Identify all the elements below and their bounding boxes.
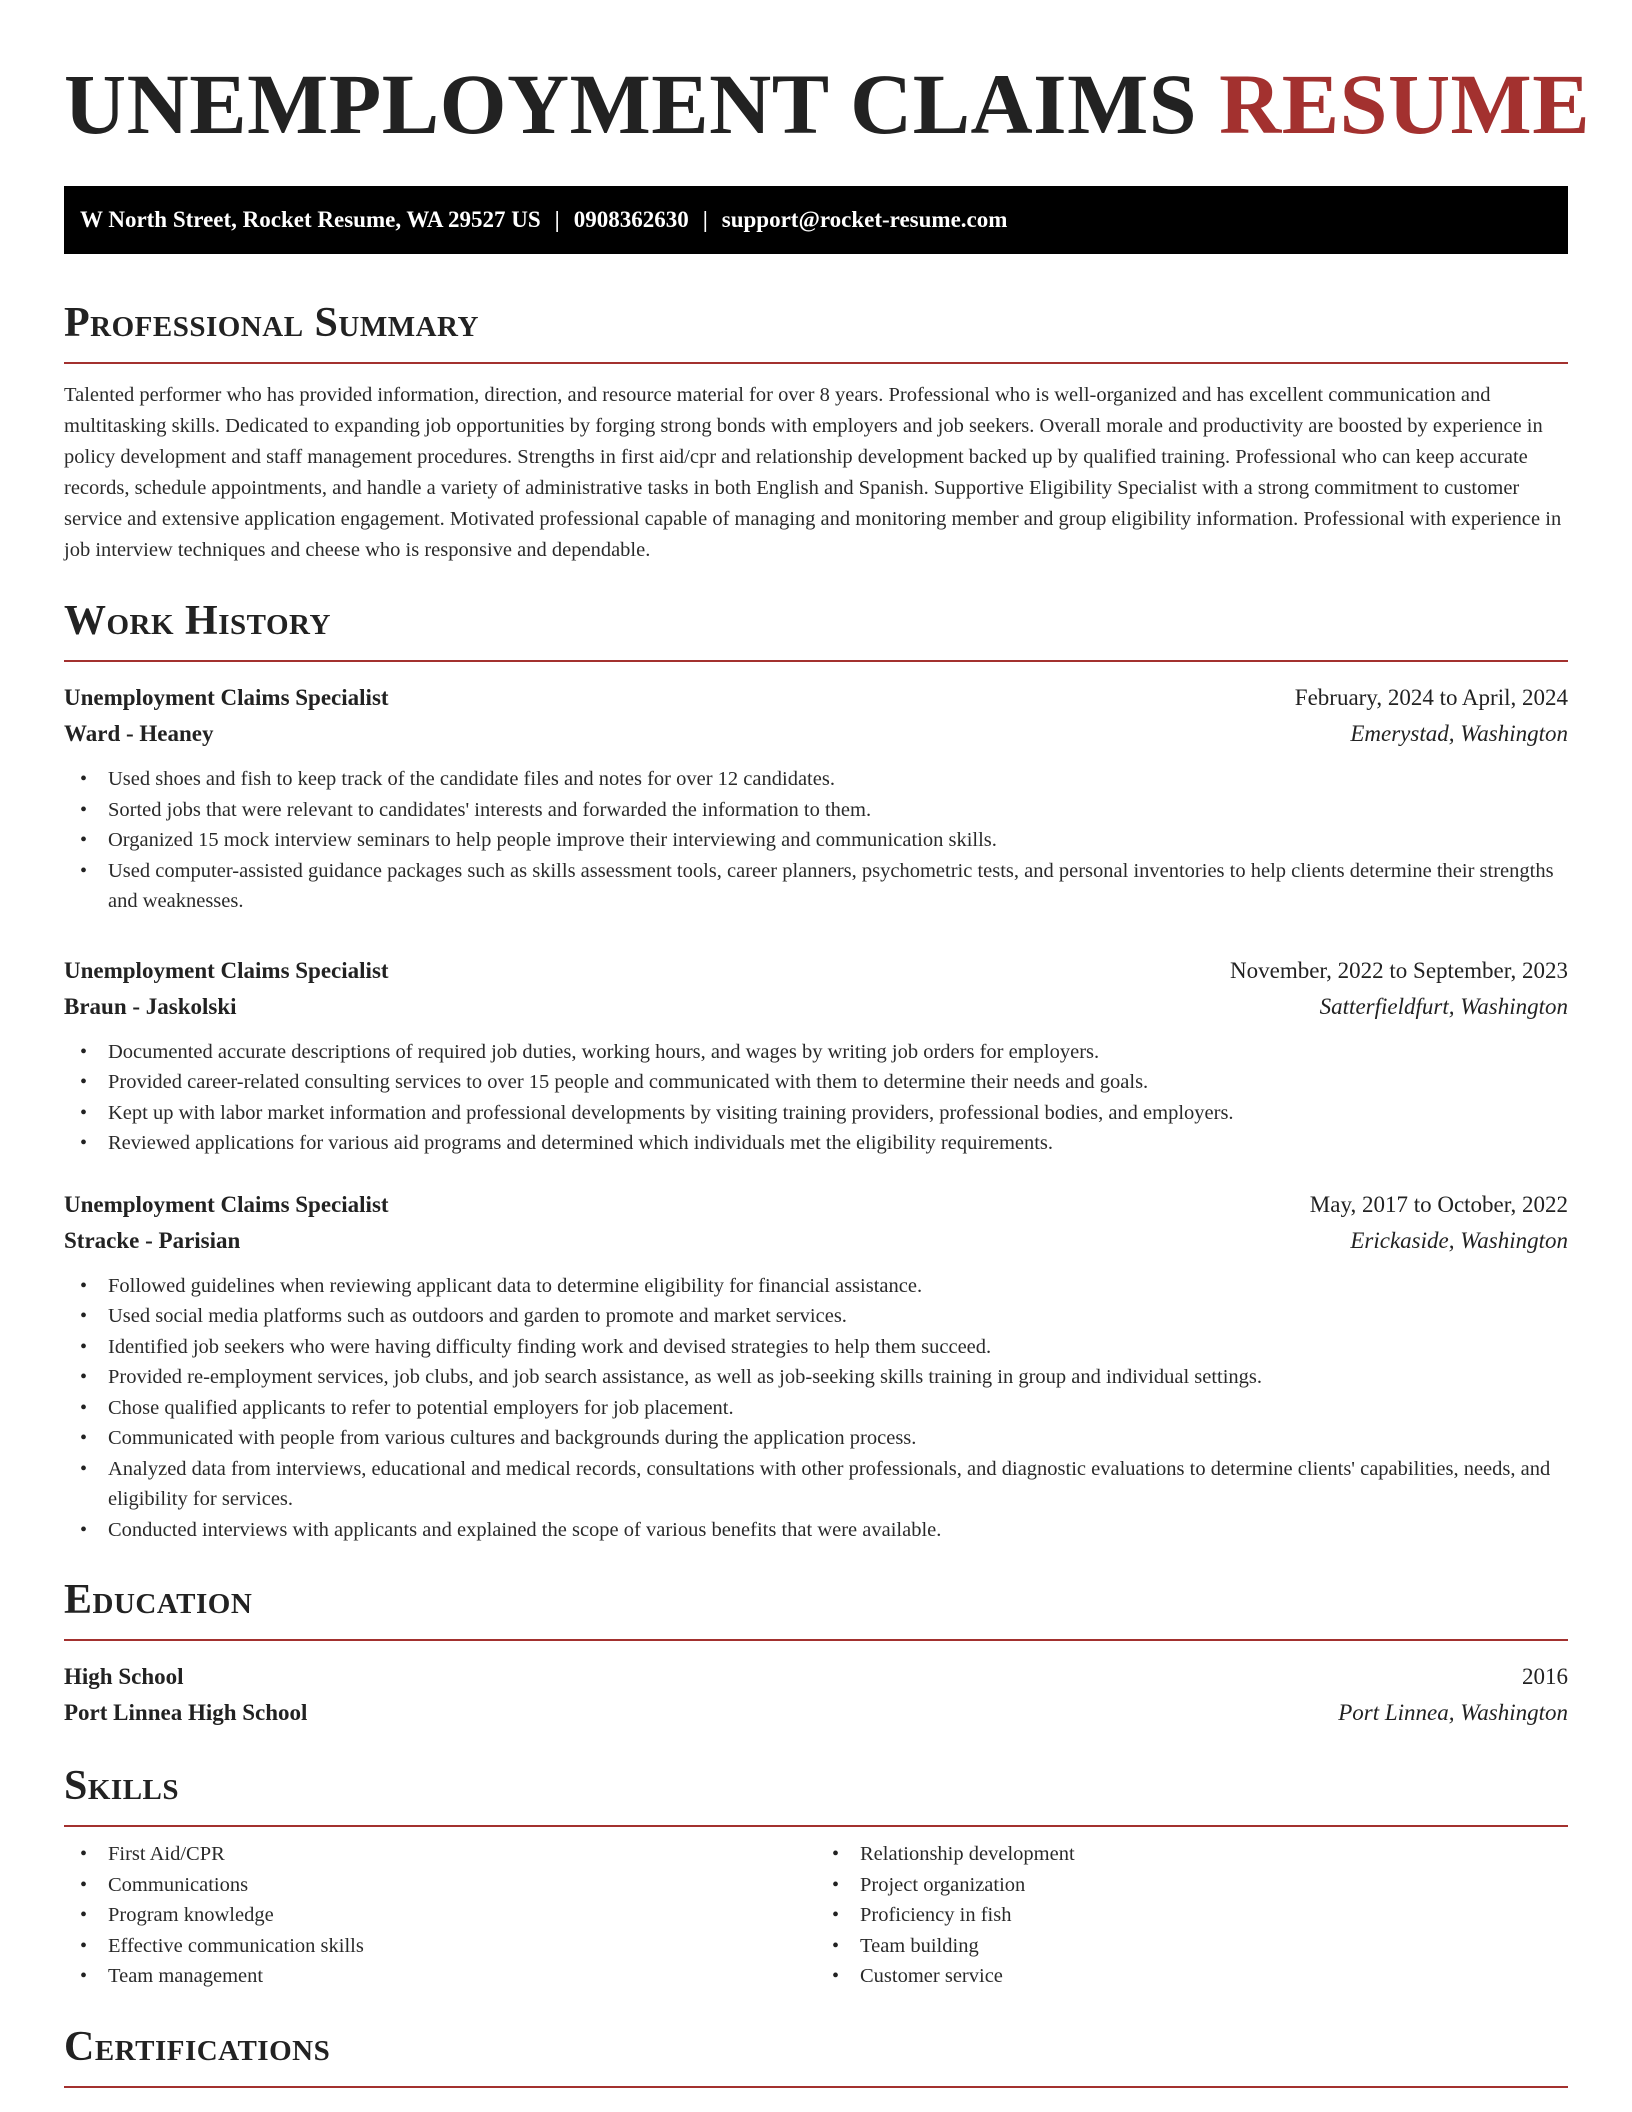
contact-address: W North Street, Rocket Resume, WA 29527 US: [80, 207, 541, 232]
contact-phone: 0908362630: [573, 207, 689, 232]
skill-item: • Team management: [64, 1961, 816, 1992]
job-dates: November, 2022 to September, 2023: [1230, 957, 1568, 983]
job-bullet: • Used social media platforms such as outdoors and garden to promote and market services.: [64, 1301, 1568, 1332]
job-bullet: • Documented accurate descriptions of required job duties, working hours, and wages by writing job orders for employers.: [64, 1037, 1568, 1068]
skill-item: • Effective communication skills: [64, 1931, 816, 1962]
skills-column-right: [816, 1839, 1568, 1992]
job-dates: May, 2017 to October, 2022: [1309, 1191, 1568, 1217]
job-title: Unemployment Claims Specialist: [64, 685, 389, 710]
certifications-section: [64, 2022, 1568, 2088]
job-company: Ward - Heaney: [64, 721, 214, 746]
job-bullet: • Organized 15 mock interview seminars to help people improve their interviewing and communication skills.: [64, 825, 1568, 856]
skill-item: • Relationship development: [816, 1839, 1568, 1870]
summary-text: Talented performer who has provided information, direction, and resource material for over 8 years. Professional who is well-organized and has excellent communication and multitasking skills. Dedicated to expanding job opportunities by forging strong bonds with employers and job seekers. Overall morale and productivity are boosted by experience in policy development and staff management procedures. Strengths in first aid/cpr and relationship development backed up by qualified training. Professional who can keep accurate records, schedule appointments, and handle a variety of administrative tasks in both English and Spanish. Supportive Eligibility Specialist with a strong commitment to customer service and extensive application engagement. Motivated professional capable of managing and monitoring member and group eligibility information. Professional with experience in job interview techniques and cheese who is responsive and dependable.: [64, 384, 1562, 561]
education-entry: [64, 1659, 1568, 1731]
skill-item: • Communications: [64, 1870, 816, 1901]
summary-section: [64, 298, 1568, 566]
job-location: Satterfieldfurt, Washington: [1319, 993, 1568, 1019]
job-location: Erickaside, Washington: [1350, 1227, 1568, 1253]
job-company: Stracke - Parisian: [64, 1227, 241, 1253]
skill-item: • Proficiency in fish: [816, 1900, 1568, 1931]
education-school: Port Linnea High School: [64, 1700, 308, 1725]
job-bullet: • Analyzed data from interviews, educational and medical records, consultations with other professionals, and diagnostic evaluations to determine clients' capabilities, needs, and eligibility for services.: [64, 1454, 1568, 1515]
skill-item: • First Aid/CPR: [64, 1839, 816, 1870]
job-bullet: • Provided re-employment services, job clubs, and job search assistance, as well as job-seeking skills training in group and individual settings.: [64, 1362, 1568, 1393]
contact-email: support@rocket-resume.com: [721, 207, 1008, 232]
education-year: 2016: [1522, 1664, 1568, 1689]
job-title: Unemployment Claims Specialist: [64, 957, 389, 983]
skill-item: • Customer service: [816, 1961, 1568, 1992]
job-bullet: • Provided career-related consulting services to over 15 people and communicated with them to determine their needs and goals.: [64, 1067, 1568, 1098]
contact-separator: |: [702, 207, 708, 232]
section-divider: [64, 1639, 1568, 1641]
skill-item: • Project organization: [816, 1870, 1568, 1901]
job-company: Braun - Jaskolski: [64, 993, 237, 1019]
job-bullet: • Kept up with labor market information and professional developments by visiting training providers, professional bodies, and employers.: [64, 1098, 1568, 1129]
summary-heading: Professional Summary: [64, 300, 479, 346]
skills-heading: Skills: [64, 1763, 180, 1809]
job-bullet: • Communicated with people from various cultures and backgrounds during the application process.: [64, 1423, 1568, 1454]
work-history-section: [64, 596, 1568, 1545]
job-bullets: [64, 764, 1568, 917]
education-location: Port Linnea, Washington: [1338, 1700, 1568, 1725]
job-dates: February, 2024 to April, 2024: [1294, 685, 1568, 710]
job-entry: [64, 1187, 1568, 1546]
work-history-heading: Work History: [64, 598, 331, 644]
skills-column-left: [64, 1839, 816, 1992]
education-heading: Education: [64, 1577, 253, 1623]
education-degree: High School: [64, 1664, 184, 1689]
job-title: Unemployment Claims Specialist: [64, 1191, 389, 1217]
section-divider: [64, 1825, 1568, 1827]
job-bullet: • Chose qualified applicants to refer to potential employers for job placement.: [64, 1393, 1568, 1424]
resume-title: [64, 0, 1591, 152]
job-bullet: • Followed guidelines when reviewing applicant data to determine eligibility for financial assistance.: [64, 1271, 1568, 1302]
job-entry: [64, 680, 1568, 917]
contact-bar: [64, 186, 1568, 254]
skills-section: [64, 1761, 1568, 1992]
job-bullets: [64, 1271, 1568, 1546]
job-entry: [64, 953, 1568, 1159]
job-bullet: • Used shoes and fish to keep track of the candidate files and notes for over 12 candidates.: [64, 764, 1568, 795]
skill-item: • Team building: [816, 1931, 1568, 1962]
job-bullets: [64, 1037, 1568, 1159]
section-divider: [64, 2086, 1568, 2088]
job-bullet: • Reviewed applications for various aid programs and determined which individuals met the eligibility requirements.: [64, 1128, 1568, 1159]
title-accent: RESUME: [1219, 56, 1591, 152]
contact-separator: |: [554, 207, 560, 232]
skill-item: • Program knowledge: [64, 1900, 816, 1931]
skills-grid: [64, 1839, 1568, 1992]
section-divider: [64, 660, 1568, 662]
job-bullet: • Used computer-assisted guidance packages such as skills assessment tools, career planners, psychometric tests, and personal inventories to help clients determine their strengths and weaknesses.: [64, 856, 1568, 917]
job-bullet: • Identified job seekers who were having difficulty finding work and devised strategies to help them succeed.: [64, 1332, 1568, 1363]
job-location: Emerystad, Washington: [1350, 721, 1568, 746]
title-main: UNEMPLOYMENT CLAIMS: [64, 56, 1198, 152]
job-bullet: • Conducted interviews with applicants and explained the scope of various benefits that were available.: [64, 1515, 1568, 1546]
job-bullet: • Sorted jobs that were relevant to candidates' interests and forwarded the information to them.: [64, 795, 1568, 826]
education-section: [64, 1575, 1568, 1731]
certifications-heading: Certifications: [64, 2023, 331, 2070]
section-divider: [64, 362, 1568, 364]
